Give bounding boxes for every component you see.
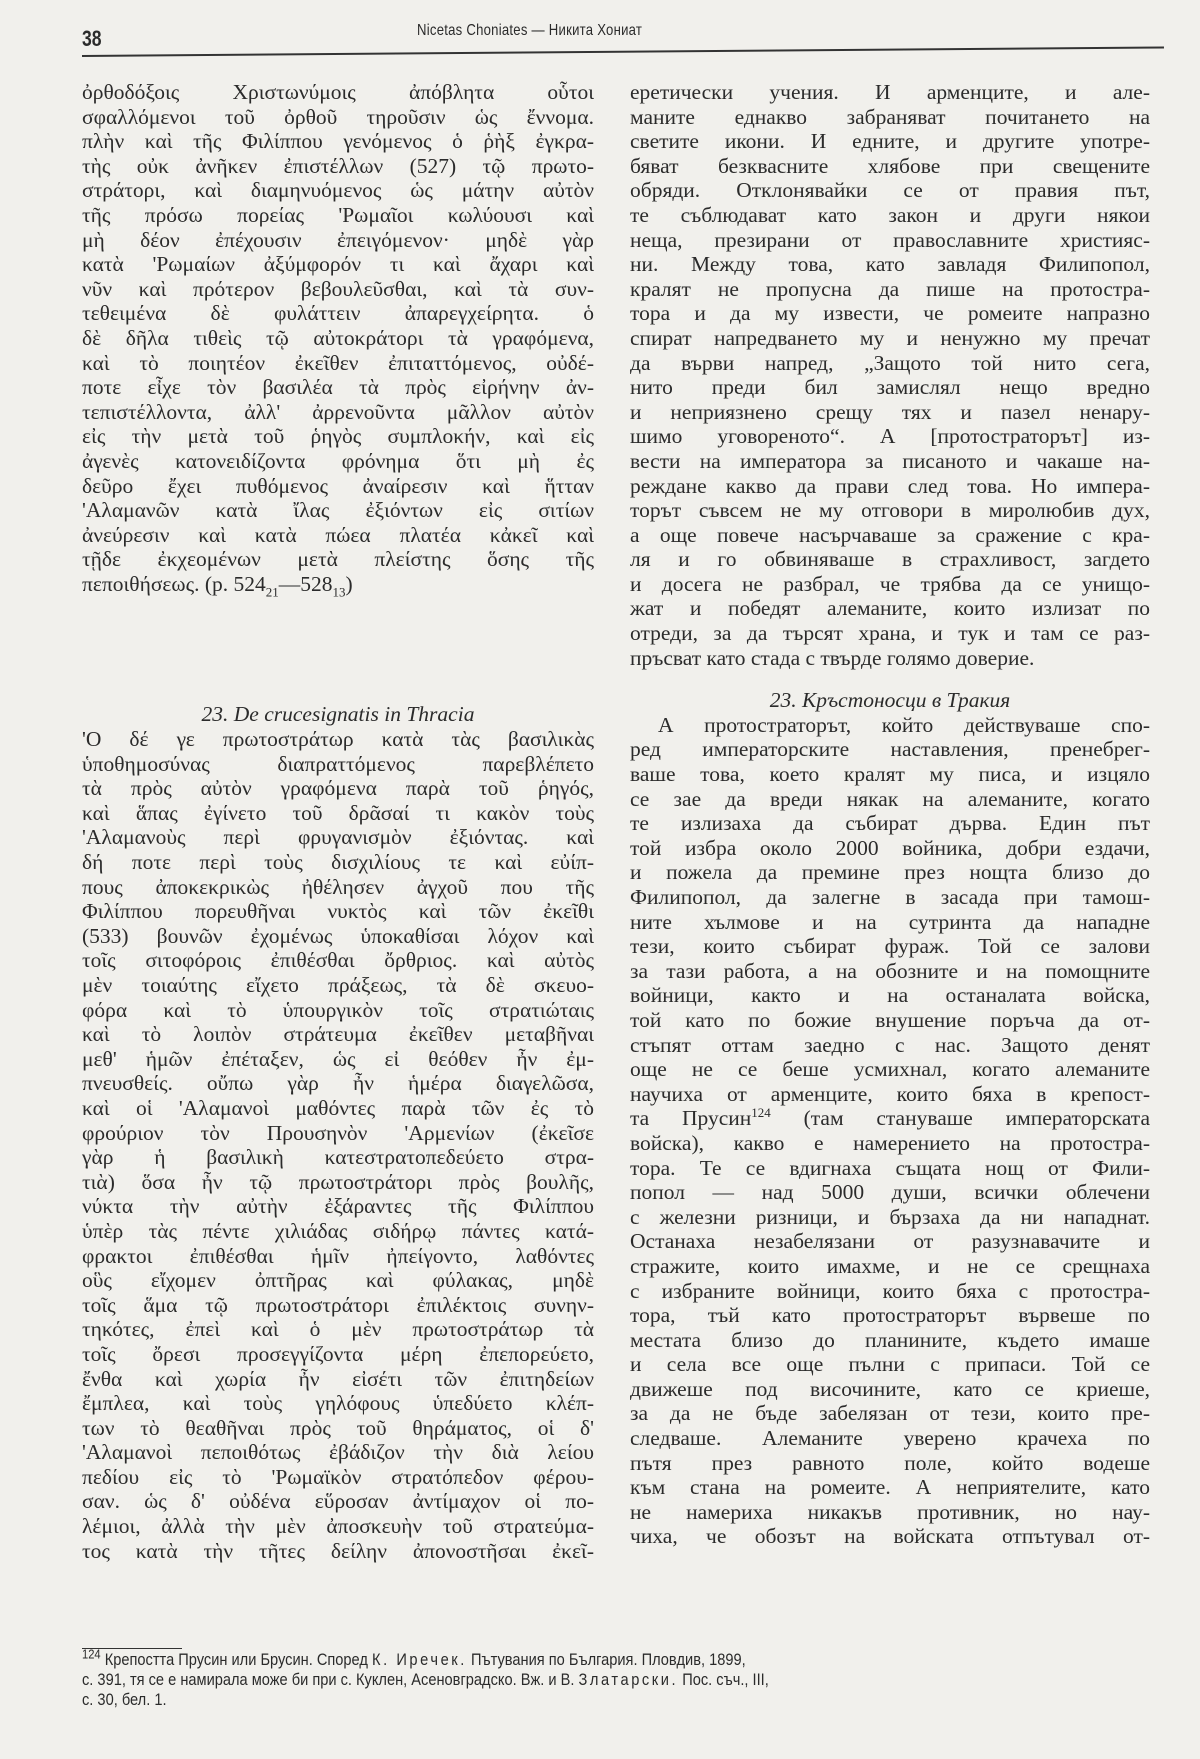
text-line: бяват безквасните хлябове при свещените	[630, 153, 1150, 178]
text-line: ἀγενὲς κατονειδίζοντα φρόνημα ὅτι μὴ ἐς	[82, 448, 594, 473]
text-line: ὑποθημοσύνας διαπραττόμενος παρεβλέπετο	[82, 751, 594, 776]
text-line: и неприязнено срещу тях и пазел ненару-	[630, 399, 1150, 424]
text-line: πους ἀποκεκρικὼς ἠθέλησεν ἀγχοῦ που τῆς	[82, 874, 594, 899]
text-line: тора и да му извести, че ромеите напразно	[630, 301, 1150, 326]
text-line: γὰρ ἡ βασιλικὴ κατεστρατοπεδεύετο στρα-	[82, 1145, 594, 1170]
text-line: научиха от арменците, които бяха в крепост-	[630, 1081, 1150, 1106]
text-line: пътя през равното поле, който водеше	[630, 1450, 1150, 1475]
text-line: τεθειμένα δὲ φυλάττειν ἀπαρεγχείρητα. ὁ	[82, 301, 594, 326]
text-line: отреди, за да търсят храна, и тук и там се раз-	[630, 621, 1150, 646]
text-line: да върви напред, „Защото той нито сега,	[630, 350, 1150, 375]
text-line: неща, презирани от православните християс-	[630, 227, 1150, 252]
text-line: πεδίου εἰς τὸ 'Ρωμαϊκὸν στρατόπεδον φέρου-	[82, 1464, 594, 1489]
text-line: А протостраторът, който действуваше спо-	[658, 712, 1150, 737]
text-line: спират напредването му и ненужно му пречат	[630, 325, 1150, 350]
text-line: маните еднакво забраняват почитането на	[630, 104, 1150, 129]
footnote-text: Крепостта Прусин или Брусин. Според	[100, 1650, 372, 1669]
line-text: та Прусин	[630, 1106, 752, 1131]
line-subscript: 21	[265, 584, 279, 600]
text-line: φόρα καὶ τὸ ὑπουργικὸν τοῖς στρατιώταις	[82, 997, 594, 1022]
text-line: с железни ризници, и бързаха да ни нападнат.	[630, 1204, 1150, 1229]
text-line: Останаха незабелязани от разузнавачите и	[630, 1229, 1150, 1254]
text-line: ля и го обвиняваше в страхливост, загдето	[630, 547, 1150, 572]
text-line: φρακτοι ἐπιθέσθαι ἡμῖν ἠπείγοντο, λαθόντες	[82, 1243, 594, 1268]
text-line: νῦν καὶ πρότερον βεβουλεῦσθαι, καὶ τὰ συν-	[82, 276, 594, 301]
text-line: (533) βουνῶν ἐχομένως ὑποκαθίσαι λόχον καὶ	[82, 923, 594, 948]
text-line: φρούριον τὸν Προυσηνὸν 'Αρμενίων (ἐκεῖσε	[82, 1120, 594, 1145]
text-line: ὑπὲρ τὰς πέντε χιλιάδας σιδήρῳ πάντες κατά-	[82, 1218, 594, 1243]
bulgarian-paragraph-2-continued	[630, 1131, 1150, 1549]
footnote-text: с. 391, тя се е намирала може би при с. Куклен, Асеновградско. Вж. и В.	[82, 1670, 579, 1689]
text-line: ὀρθοδόξοις Χριστωνύμοις ἀπόβλητα οὗτοι	[82, 80, 594, 104]
text-line: τεπιστέλλοντα, ἀλλ' ἀρρενοῦντα μᾶλλον αὐτὸν	[82, 399, 594, 424]
text-line: λέμιοι, ἀλλὰ τὴν μὲν ἀποσκευὴν τοῦ στρατεύμα-	[82, 1514, 594, 1539]
footnote-124-line-3: с. 30, бел. 1.	[82, 1690, 167, 1709]
footnote-text: Пътувания по България. Пловдив, 1899,	[466, 1650, 746, 1669]
text-line: тези, които събират фураж. Той се залови	[630, 934, 1150, 959]
text-line: τὴς οὐκ ἀνῆκεν ἐπιστέλλων (527) τῷ πρωτο-	[82, 153, 594, 178]
text-line: δή ποτε περὶ τοὺς δισχιλίους τε καὶ εὐίπ-	[82, 850, 594, 875]
text-line: τηκότες, ἐπεὶ καὶ ὁ μὲν πρωτοστράτωρ τὰ	[82, 1317, 594, 1342]
text-line: следваше. Алеманите уверено крачеха по	[630, 1426, 1150, 1451]
text-line: μὴ δέον ἐπέχουσιν ἐπειγόμενον· μηδὲ γὰρ	[82, 227, 594, 252]
text-line: и пожела да премине през нощта близо до	[630, 860, 1150, 885]
text-line: той избра около 2000 войника, добри ездачи,	[630, 835, 1150, 860]
text-line: οὓς εἴχομεν ὀπτῆρας καὶ φύλακας, μηδὲ	[82, 1268, 594, 1293]
footnote-124-line-2	[82, 1670, 1152, 1690]
bulgarian-paragraph-2	[630, 713, 1150, 1107]
text-line: и досега не разбрал, че трябва да се унищо-	[630, 571, 1150, 596]
text-line: ποτε εἶχε τὸν βασιλέα τὰ πρὸς εἰρήνην ἀν-	[82, 375, 594, 400]
greek-paragraph-1-end	[82, 571, 594, 600]
text-line: 'Αλαμανοὶ πεποιθότως ἐβάδιζον τὴν διὰ λείου	[82, 1440, 594, 1465]
text-line: тора. Те се вдигнаха същата нощ от Фили-	[630, 1155, 1150, 1180]
text-line: ἀνεύρεσιν καὶ κατὰ πώεα πλατέα κἀκεῖ καὶ	[82, 522, 594, 547]
text-line: обряди. Отклонявайки се от правия път,	[630, 178, 1150, 203]
text-line: 'Αλαμανοὺς περὶ φρυγανισμὸν ἐξιόντας. καὶ	[82, 825, 594, 850]
text-line: ред императорските наставления, пренебрег-	[630, 737, 1150, 762]
text-line: еретически учения. И арменците, и але-	[630, 80, 1150, 104]
text-line: движеше под височините, като се криеше,	[630, 1376, 1150, 1401]
text-line: στράτορι, καὶ διαμηνυόμενος ὡς μάτην αὐτὸν	[82, 178, 594, 203]
footnote-reference-124[interactable]: 124	[751, 1105, 771, 1121]
text-line: за тази работа, а на обозните и на помощните	[630, 958, 1150, 983]
line-text: (там станувашe императорската	[770, 1106, 1150, 1131]
footnotes	[82, 1646, 1152, 1710]
text-line: τῇδε ἐκχεομένων μετὰ πλείστης ὅσης τῆς	[82, 547, 594, 572]
text-line: към стана на ромеите. А неприятелите, като	[630, 1475, 1150, 1500]
text-line: се зае да вреди някак на алеманите, когато	[630, 786, 1150, 811]
text-line: τῆς πρόσω πορείας 'Ρωμαῖοι κωλύουσι καὶ	[82, 202, 594, 227]
text-line: реждане какво да прави след това. Но импера-	[630, 473, 1150, 498]
text-line: δεῦρο ἔχει πυθόμενος ἀναίρεσιν καὶ ἥτταν	[82, 473, 594, 498]
text-line: τὰ πρὸς αὐτὸν γραφόμενα παρὰ τοῦ ῥηγός,	[82, 776, 594, 801]
page-reference-start: πεποιθήσεως. (p. 524	[82, 571, 266, 596]
text-line: шимо уговореното“. А [протостраторът] из-	[630, 424, 1150, 449]
text-line: 'Ο δέ γε πρωτοστράτωρ κατὰ τὰς βασιλικὰς	[82, 727, 594, 752]
greek-paragraph-1	[82, 80, 594, 572]
text-line: πλὴν καὶ τῆς Φιλίππου γενόμενος ὁ ῥὴξ ἐγκρα-	[82, 129, 594, 154]
text-line: μεθ' ἡμῶν ἐπέταξεν, ὡς εἰ θεόθεν ἦν ἐμ-	[82, 1046, 594, 1071]
text-line: πνευσθείς. οὔπω γὰρ ἦν ἡμέρα διαγελῶσα,	[82, 1071, 594, 1096]
text-line: жат и победят алеманите, които излизат по	[630, 596, 1150, 621]
greek-column	[82, 80, 594, 1563]
text-line: τος κατὰ τὴν τῆτες δείλην ἀπονοστῆσαι ἐκεῖ-	[82, 1538, 594, 1563]
text-line: τοῖς ἅμα τῷ πρωτοστράτορι ἐπιλέκτοις συνην-	[82, 1292, 594, 1317]
text-line: светите икони. И едните, и другите употре-	[630, 129, 1150, 154]
text-line: торът съвсем не му отговори в миролюбив дух,	[630, 498, 1150, 523]
text-line: и села все още пълни с припаси. Той се	[630, 1352, 1150, 1377]
text-line: κατὰ 'Ρωμαίων ἀξύμφορόν τι καὶ ἄχαρι καὶ	[82, 252, 594, 277]
text-line: ваше това, което кралят му писа, и изцяло	[630, 762, 1150, 787]
text-line: ἔνθα καὶ χωρία ἦν εἰσέτι τῶν ἐπιτηδείων	[82, 1366, 594, 1391]
text-line: Φιλίππου πορευθῆναι νυκτὸς καὶ τῶν ἐκεῖθι	[82, 899, 594, 924]
bulgarian-column	[630, 80, 1150, 1549]
section-title-bulgarian: 23. Кръстоносци в Тракия	[769, 688, 1011, 713]
section-gap	[630, 670, 1150, 688]
text-line: а още повече насърчаваше за сражение с кра-	[630, 522, 1150, 547]
text-line: νύκτα τὴν αὐτὴν ἐξάραντες τῆς Φιλίππου	[82, 1194, 594, 1219]
text-line: още не се беше усмихнал, когато алеманите	[630, 1057, 1150, 1082]
footnote-text: Пос. съч., III,	[678, 1670, 769, 1689]
text-line: καὶ οἱ 'Αλαμανοὶ μαθόντες παρὰ τῶν ἐς τὸ	[82, 1095, 594, 1120]
text-line: с избраните войници, които бяха с протостра-	[630, 1278, 1150, 1303]
text-line: кралят не пропусна да пише на протостра-	[630, 276, 1150, 301]
bulgarian-paragraph-1	[630, 80, 1150, 646]
text-line: μὲν τοιαύτης εἴχετο πράξεως, τὰ δὲ σκευο-	[82, 973, 594, 997]
text-line: не намериха никакъв противник, но нау-	[630, 1499, 1150, 1524]
footnote-reference-line	[630, 1106, 1150, 1131]
text-line: καὶ ἅπας ἐγίνετο τοῦ δρᾶσαί τι κακὸν τοὺς	[82, 800, 594, 825]
text-line: ните хълмове и на сутринта да нападне	[630, 909, 1150, 934]
text-line: чиха, че обозът на войската отпътувал от-	[630, 1524, 1150, 1549]
text-line: τοῖς ὄρεσι προσεγγίζοντα μέρη ἐπεπορεύετο,	[82, 1341, 594, 1366]
page-reference-close: )	[345, 571, 353, 596]
text-line: нито преди бил замислял нещо вредно	[630, 375, 1150, 400]
greek-paragraph-2	[82, 727, 594, 1563]
footnote-author: Златарски.	[578, 1670, 679, 1689]
text-line: 'Αλαμανῶν κατὰ ἴλας ἐξιόντων εἰς σιτίων	[82, 498, 594, 523]
text-line: тора, тъй като протостраторът вървеше по	[630, 1303, 1150, 1328]
text-line: σφαλλόμενοι τοῦ ὀρθοῦ τηροῦσιν ὡς ἔννομα.	[82, 104, 594, 129]
text-line: вести на императора за писаното и чакаше на-	[630, 448, 1150, 473]
footnote-author: К. Иречек.	[371, 1650, 467, 1669]
page-reference-end: —528	[278, 571, 333, 596]
text-line: Филипопол, да залегне в засада при тамош-	[630, 885, 1150, 909]
text-line: εἰς τὴν μετὰ τοῦ ῥηγὸς συμπλοκήν, καὶ εἰς	[82, 424, 594, 449]
text-line: τιὰ) ὅσα ἦν τῷ πρωτοστράτορι πρὸς βουλῆς,	[82, 1169, 594, 1194]
text-line: καὶ τὸ ποιητέον ἐκεῖθεν ἐπιταττόμενος, οὐδέ-	[82, 350, 594, 375]
text-line: войници, както и на останалата войска,	[630, 983, 1150, 1008]
text-line: войска), какво е намерението на протостра-	[630, 1130, 1150, 1155]
text-line: попол — над 5000 души, всички облечени	[630, 1180, 1150, 1205]
section-gap	[82, 596, 594, 702]
text-line: ни. Между това, като завладя Филипопол,	[630, 252, 1150, 277]
text-line: ἔμπλεα, καὶ τοὺς γηλόφους ὑπεδύετο κλέπ-	[82, 1391, 594, 1416]
bulgarian-paragraph-1-last-line: пръсват като стада с твърде голямо доверие.	[630, 645, 1035, 670]
text-line: δὲ δῆλα τιθεὶς τῷ αὐτοκράτορι τὰ γραφόμενα,	[82, 325, 594, 350]
header-rule	[82, 47, 1164, 57]
text-line: той като по божие внушение поръча да от-	[630, 1007, 1150, 1032]
running-title: Nicetas Choniates — Никита Хониат	[417, 22, 643, 39]
footnote-number: 124	[82, 1646, 101, 1662]
page-header	[82, 18, 1164, 58]
text-line: стражите, които имахме, и не се срещнаха	[630, 1253, 1150, 1278]
section-title-latin: 23. De crucesignatis in Thracia	[201, 702, 475, 727]
text-line: καὶ τὸ λοιπὸν στράτευμα ἐκεῖθεν μεταβῆναι	[82, 1022, 594, 1047]
text-line: των τὸ θεαθῆναι πρὸς τοῦ θηράματος, οἱ δ'	[82, 1415, 594, 1440]
text-line: τοῖς σιτοφόροις ἐπιθέσθαι ὄρθριος. καὶ αὐτὸς	[82, 948, 594, 973]
text-line: те излизаха да събират дърва. Един път	[630, 811, 1150, 836]
text-line: стъпят оттам заедно с нас. Защото денят	[630, 1032, 1150, 1057]
line-subscript: 13	[332, 584, 346, 600]
text-line: те съблюдават като закон и други някои	[630, 202, 1150, 227]
page-number: 38	[82, 26, 102, 51]
text-line: σαν. ὡς δ' οὐδένα εὕροσαν ἀντίμαχον οἱ πο-	[82, 1489, 594, 1514]
footnote-124	[82, 1646, 1152, 1670]
text-line: местата близо до планините, където имаше	[630, 1327, 1150, 1352]
text-line: за да не бъде забелязан от тези, които пре-	[630, 1401, 1150, 1426]
